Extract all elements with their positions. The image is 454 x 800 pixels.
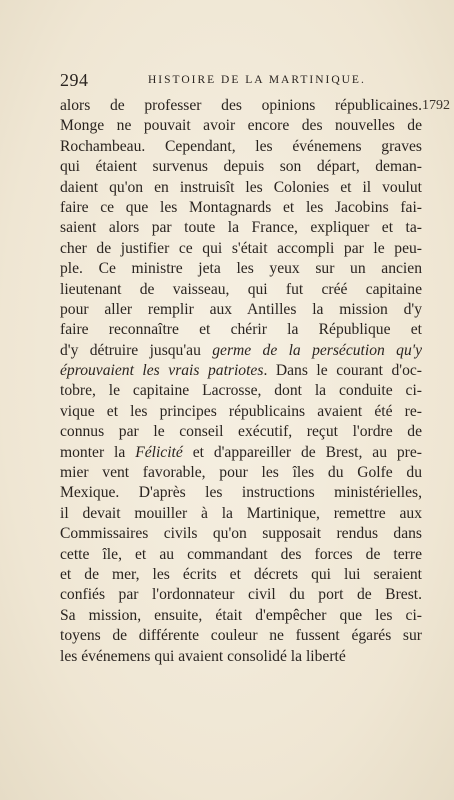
text-line: et de mer, les écrits et décrets qui lui seraient [60, 565, 422, 583]
text-line: pour aller remplir aux Antilles la mission d'y [60, 300, 422, 318]
text-line: Rochambeau. Cependant, les événemens graves [60, 137, 422, 155]
text-line: tobre, le capitaine Lacrosse, dont la conduite ci- [60, 382, 422, 400]
margin-year-note: 1792 [422, 98, 450, 113]
text-line: monter la Félicité et d'appareiller de Brest, au pre- [60, 443, 422, 461]
text-line: cette île, et au commandant des forces de terre [60, 545, 422, 563]
text-line: ple. Ce ministre jeta les yeux sur un ancien [60, 260, 422, 278]
text-line: Monge ne pouvait avoir encore des nouvelles de [60, 117, 422, 135]
text-line: il devait mouiller à la Martinique, remettre aux [60, 504, 422, 522]
text-line: les événemens qui avaient consolidé la liberté [60, 647, 346, 665]
page-number: 294 [60, 70, 89, 90]
text-line: connus par le conseil exécutif, reçut l'ordre de [60, 423, 422, 441]
text-line: faire ce que les Montagnards et les Jacobins fai- [60, 198, 422, 216]
text-line: daient qu'on en instruisît les Colonies et il voulut [60, 178, 422, 196]
text-line: vique et les principes républicains avaient été re- [60, 402, 422, 420]
running-title: HISTOIRE DE LA MARTINIQUE. [148, 74, 366, 86]
text-line: toyens de différente couleur ne fussent égarés sur [60, 627, 422, 645]
text-line: lieutenant de vaisseau, qui fut créé capitaine [60, 280, 422, 298]
text-line: d'y détruire jusqu'au germe de la persécution qu'y [60, 341, 422, 359]
text-line: saient alors par toute la France, expliquer et ta- [60, 219, 422, 237]
text-line: alors de professer des opinions républicaines. [60, 97, 422, 114]
text-line: Sa mission, ensuite, était d'empêcher que les ci- [60, 606, 422, 624]
text-line: Mexique. D'après les instructions ministérielles, [60, 484, 422, 502]
text-line: mier vent favorable, pour les îles du Golfe du [60, 464, 422, 482]
text-line: éprouvaient les vrais patriotes. Dans le courant d'oc- [60, 362, 422, 380]
text-line: faire reconnaître et chérir la République et [60, 321, 422, 339]
text-line: Commissaires civils qu'on supposait rendus dans [60, 525, 422, 543]
page-header [60, 70, 420, 90]
text-line: qui étaient survenus depuis son départ, deman- [60, 158, 422, 176]
text-line: confiés par l'ordonnateur civil du port de Brest. [60, 586, 422, 604]
body-paragraph [60, 96, 422, 667]
text-line: cher de justifier ce qui s'était accompli par le peu- [60, 239, 422, 257]
